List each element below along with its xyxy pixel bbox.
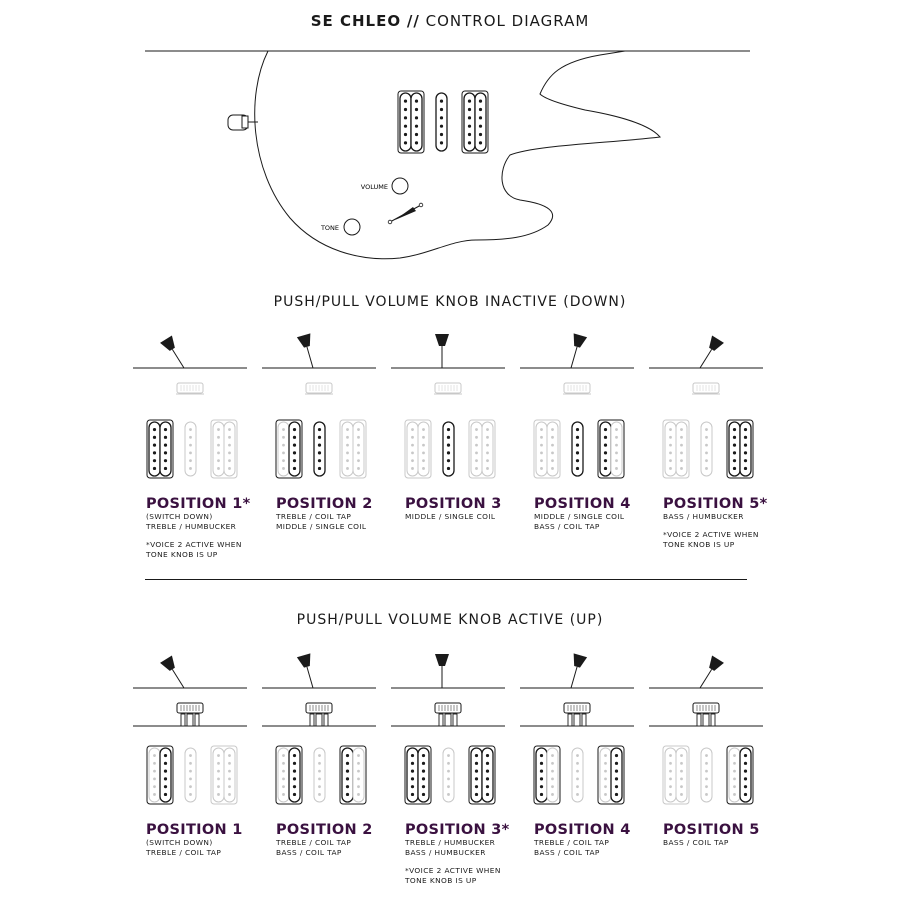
- sec0-pos2-middle-single-coil: [314, 422, 325, 476]
- sec0-pos2-bridge-humbucker-coil-a: [342, 422, 353, 476]
- sec0-pos4-neck-humbucker-coil-b: [547, 422, 558, 476]
- position-line: TREBLE / COIL TAP: [276, 838, 352, 847]
- body-neck-humbucker-coil-a: [400, 93, 411, 151]
- sec1-pos2-bridge-humbucker-coil-a: [342, 748, 353, 802]
- sec1-pos5-neck-humbucker-coil-b: [676, 748, 687, 802]
- sec0-pos4-neck-humbucker: [534, 420, 560, 478]
- sec0-pos3-bridge-humbucker: [469, 420, 495, 478]
- sec1-pos5-neck-humbucker: [663, 746, 689, 804]
- body-bridge-humbucker-coil-a: [464, 93, 475, 151]
- sec1-pos3-bridge-humbucker-coil-a: [471, 748, 482, 802]
- sec1-pos5-bridge-humbucker-coil-b: [740, 748, 751, 802]
- title-brand: SE CHLEO: [310, 12, 402, 30]
- position-line: BASS / COIL TAP: [663, 838, 729, 847]
- sec1-pos2-middle-single-coil: [314, 748, 325, 802]
- sec1-pos4-neck-humbucker: [534, 746, 560, 804]
- sec1-pos2-neck-humbucker: [276, 746, 302, 804]
- sec0-pos1-neck-humbucker: [147, 420, 173, 478]
- sec0-pos1-bridge-humbucker-coil-b: [224, 422, 235, 476]
- sec1-pos2-push-pull-knob-icon: [262, 703, 376, 726]
- sec1-pos2-bridge-humbucker: [340, 746, 366, 804]
- position-note-line: *VOICE 2 ACTIVE WHEN: [663, 530, 759, 539]
- sec1-pos2-neck-humbucker-coil-a: [278, 748, 289, 802]
- position-block-2b: [276, 822, 406, 858]
- position-title: POSITION 3*: [405, 822, 510, 838]
- position-note-line: *VOICE 2 ACTIVE WHEN: [405, 866, 501, 875]
- body-bridge-humbucker-coil-b: [475, 93, 486, 151]
- sec1-pos4-push-pull-knob-icon: [520, 703, 634, 726]
- sec0-pos5-neck-humbucker-coil-a: [665, 422, 676, 476]
- volume-label: VOLUME: [360, 183, 388, 191]
- position-line: TREBLE / COIL TAP: [534, 838, 610, 847]
- sec0-pos4-switch-lever-icon: [520, 333, 634, 368]
- position-block-3b: [405, 822, 535, 886]
- sec1-pos5-bridge-humbucker: [727, 746, 753, 804]
- position-block-4b: [534, 822, 664, 858]
- sec1-pos1-neck-humbucker: [147, 746, 173, 804]
- position-title: POSITION 1*: [146, 496, 251, 512]
- sec1-pos3-switch-lever-icon: [391, 654, 505, 688]
- position-note: [146, 540, 276, 560]
- position-line: BASS / COIL TAP: [276, 848, 342, 857]
- sec0-pos3-push-pull-knob-icon: [434, 383, 462, 394]
- sec1-pos4-neck-humbucker-coil-a: [536, 748, 547, 802]
- position-block-1b: [146, 822, 276, 858]
- position-block-1a: [146, 496, 276, 560]
- sec1-pos2-bridge-humbucker-coil-b: [353, 748, 364, 802]
- position-line: MIDDLE / SINGLE COIL: [405, 512, 496, 521]
- sec0-pos1-push-pull-knob-icon: [176, 383, 204, 394]
- sec1-pos1-middle-single-coil: [185, 748, 196, 802]
- selector-switch-icon: [388, 203, 423, 224]
- sec0-pos1-neck-humbucker-coil-a: [149, 422, 160, 476]
- sec0-pos5-middle-single-coil: [701, 422, 712, 476]
- position-title: POSITION 2: [276, 822, 373, 838]
- position-line: TREBLE / COIL TAP: [276, 512, 352, 521]
- sec1-pos5-middle-single-coil: [701, 748, 712, 802]
- sec1-pos1-switch-lever-icon: [133, 655, 247, 688]
- strap-button-icon: [228, 115, 258, 130]
- section-title-active: PUSH/PULL VOLUME KNOB ACTIVE (UP): [296, 612, 604, 628]
- sec1-pos3-bridge-humbucker-coil-b: [482, 748, 493, 802]
- position-note-line: TONE KNOB IS UP: [146, 550, 218, 559]
- position-line: (SWITCH DOWN): [146, 512, 213, 521]
- sec0-pos5-neck-humbucker-coil-b: [676, 422, 687, 476]
- sec0-pos4-bridge-humbucker: [598, 420, 624, 478]
- sec0-pos4-middle-single-coil: [572, 422, 583, 476]
- sec0-pos2-bridge-humbucker: [340, 420, 366, 478]
- sec0-pos2-push-pull-knob-icon: [305, 383, 333, 394]
- sec0-pos3-middle-single-coil: [443, 422, 454, 476]
- sec1-pos3-push-pull-knob-icon: [391, 703, 505, 726]
- sec0-pos1-middle-single-coil: [185, 422, 196, 476]
- sec1-pos3-neck-humbucker-coil-a: [407, 748, 418, 802]
- body-neck-humbucker: [398, 91, 424, 153]
- position-line: BASS / COIL TAP: [534, 848, 600, 857]
- position-note: [405, 866, 535, 886]
- position-title: POSITION 3: [405, 496, 502, 512]
- sec0-pos3-bridge-humbucker-coil-b: [482, 422, 493, 476]
- sec1-pos1-bridge-humbucker-coil-b: [224, 748, 235, 802]
- position-line: (SWITCH DOWN): [146, 838, 213, 847]
- section-diagrams-inactive: [0, 325, 900, 525]
- sec1-pos1-bridge-humbucker: [211, 746, 237, 804]
- position-line: TREBLE / HUMBUCKER: [405, 838, 496, 847]
- sec1-pos4-bridge-humbucker: [598, 746, 624, 804]
- sec0-pos5-bridge-humbucker-coil-b: [740, 422, 751, 476]
- sec1-pos1-neck-humbucker-coil-b: [160, 748, 171, 802]
- sec0-pos5-bridge-humbucker: [727, 420, 753, 478]
- sec0-pos2-neck-humbucker: [276, 420, 302, 478]
- sec0-pos3-bridge-humbucker-coil-a: [471, 422, 482, 476]
- sec0-pos1-neck-humbucker-coil-b: [160, 422, 171, 476]
- position-block-2a: [276, 496, 406, 532]
- sec1-pos2-neck-humbucker-coil-b: [289, 748, 300, 802]
- sec0-pos2-switch-lever-icon: [262, 333, 376, 368]
- sec1-pos5-switch-lever-icon: [649, 655, 763, 688]
- position-block-5b: [663, 822, 793, 848]
- sec0-pos4-bridge-humbucker-coil-a: [600, 422, 611, 476]
- position-title: POSITION 5: [663, 822, 760, 838]
- sec1-pos5-push-pull-knob-icon: [649, 703, 763, 726]
- sec0-pos5-switch-lever-icon: [649, 335, 763, 368]
- sec1-pos4-switch-lever-icon: [520, 653, 634, 688]
- sec0-pos3-neck-humbucker-coil-a: [407, 422, 418, 476]
- body-bridge-humbucker: [462, 91, 488, 153]
- sec1-pos3-neck-humbucker: [405, 746, 431, 804]
- sec0-pos5-push-pull-knob-icon: [692, 383, 720, 394]
- section-title-inactive: PUSH/PULL VOLUME KNOB INACTIVE (DOWN): [273, 294, 627, 310]
- position-title: POSITION 5*: [663, 496, 768, 512]
- sec1-pos4-bridge-humbucker-coil-a: [600, 748, 611, 802]
- sec1-pos2-switch-lever-icon: [262, 653, 376, 688]
- sec1-pos4-middle-single-coil: [572, 748, 583, 802]
- sec0-pos2-neck-humbucker-coil-b: [289, 422, 300, 476]
- title-separator: //: [406, 12, 420, 30]
- sec0-pos1-bridge-humbucker: [211, 420, 237, 478]
- section-divider: [145, 579, 747, 580]
- sec1-pos5-neck-humbucker-coil-a: [665, 748, 676, 802]
- sec1-pos1-bridge-humbucker-coil-a: [213, 748, 224, 802]
- tone-knob-icon: [344, 219, 360, 235]
- sec0-pos2-neck-humbucker-coil-a: [278, 422, 289, 476]
- position-line: MIDDLE / SINGLE COIL: [534, 512, 625, 521]
- position-note-line: TONE KNOB IS UP: [663, 540, 735, 549]
- position-title: POSITION 4: [534, 496, 631, 512]
- title-subtitle: CONTROL DIAGRAM: [425, 12, 590, 30]
- sec0-pos4-push-pull-knob-icon: [563, 383, 591, 394]
- position-line: TREBLE / HUMBUCKER: [146, 522, 237, 531]
- position-title: POSITION 2: [276, 496, 373, 512]
- position-line: BASS / COIL TAP: [534, 522, 600, 531]
- body-neck-humbucker-coil-b: [411, 93, 422, 151]
- position-note-line: TONE KNOB IS UP: [405, 876, 477, 885]
- sec1-pos5-bridge-humbucker-coil-a: [729, 748, 740, 802]
- sec1-pos4-bridge-humbucker-coil-b: [611, 748, 622, 802]
- sec0-pos1-bridge-humbucker-coil-a: [213, 422, 224, 476]
- sec0-pos3-neck-humbucker: [405, 420, 431, 478]
- sec1-pos3-bridge-humbucker: [469, 746, 495, 804]
- sec0-pos5-neck-humbucker: [663, 420, 689, 478]
- sec1-pos3-middle-single-coil: [443, 748, 454, 802]
- volume-knob-icon: [392, 178, 408, 194]
- sec0-pos2-bridge-humbucker-coil-b: [353, 422, 364, 476]
- guitar-body-diagram: [0, 0, 900, 280]
- sec1-pos3-neck-humbucker-coil-b: [418, 748, 429, 802]
- sec0-pos4-neck-humbucker-coil-a: [536, 422, 547, 476]
- position-block-5a: [663, 496, 793, 550]
- body-outline: [255, 51, 660, 259]
- position-line: BASS / HUMBUCKER: [663, 512, 744, 521]
- sec1-pos1-neck-humbucker-coil-a: [149, 748, 160, 802]
- position-line: BASS / HUMBUCKER: [405, 848, 486, 857]
- sec0-pos4-bridge-humbucker-coil-b: [611, 422, 622, 476]
- sec0-pos1-switch-lever-icon: [133, 335, 247, 368]
- sec0-pos5-bridge-humbucker-coil-a: [729, 422, 740, 476]
- position-line: MIDDLE / SINGLE COIL: [276, 522, 367, 531]
- position-title: POSITION 4: [534, 822, 631, 838]
- position-note-line: *VOICE 2 ACTIVE WHEN: [146, 540, 242, 549]
- sec0-pos3-switch-lever-icon: [391, 334, 505, 368]
- sec1-pos4-neck-humbucker-coil-b: [547, 748, 558, 802]
- sec1-pos1-push-pull-knob-icon: [133, 703, 247, 726]
- section-diagrams-active: [0, 645, 900, 845]
- position-title: POSITION 1: [146, 822, 243, 838]
- position-note: [663, 530, 793, 550]
- position-block-3a: [405, 496, 535, 522]
- position-line: TREBLE / COIL TAP: [146, 848, 222, 857]
- body-middle-single-coil: [436, 93, 447, 151]
- sec0-pos3-neck-humbucker-coil-b: [418, 422, 429, 476]
- tone-label: TONE: [320, 224, 339, 232]
- position-block-4a: [534, 496, 664, 532]
